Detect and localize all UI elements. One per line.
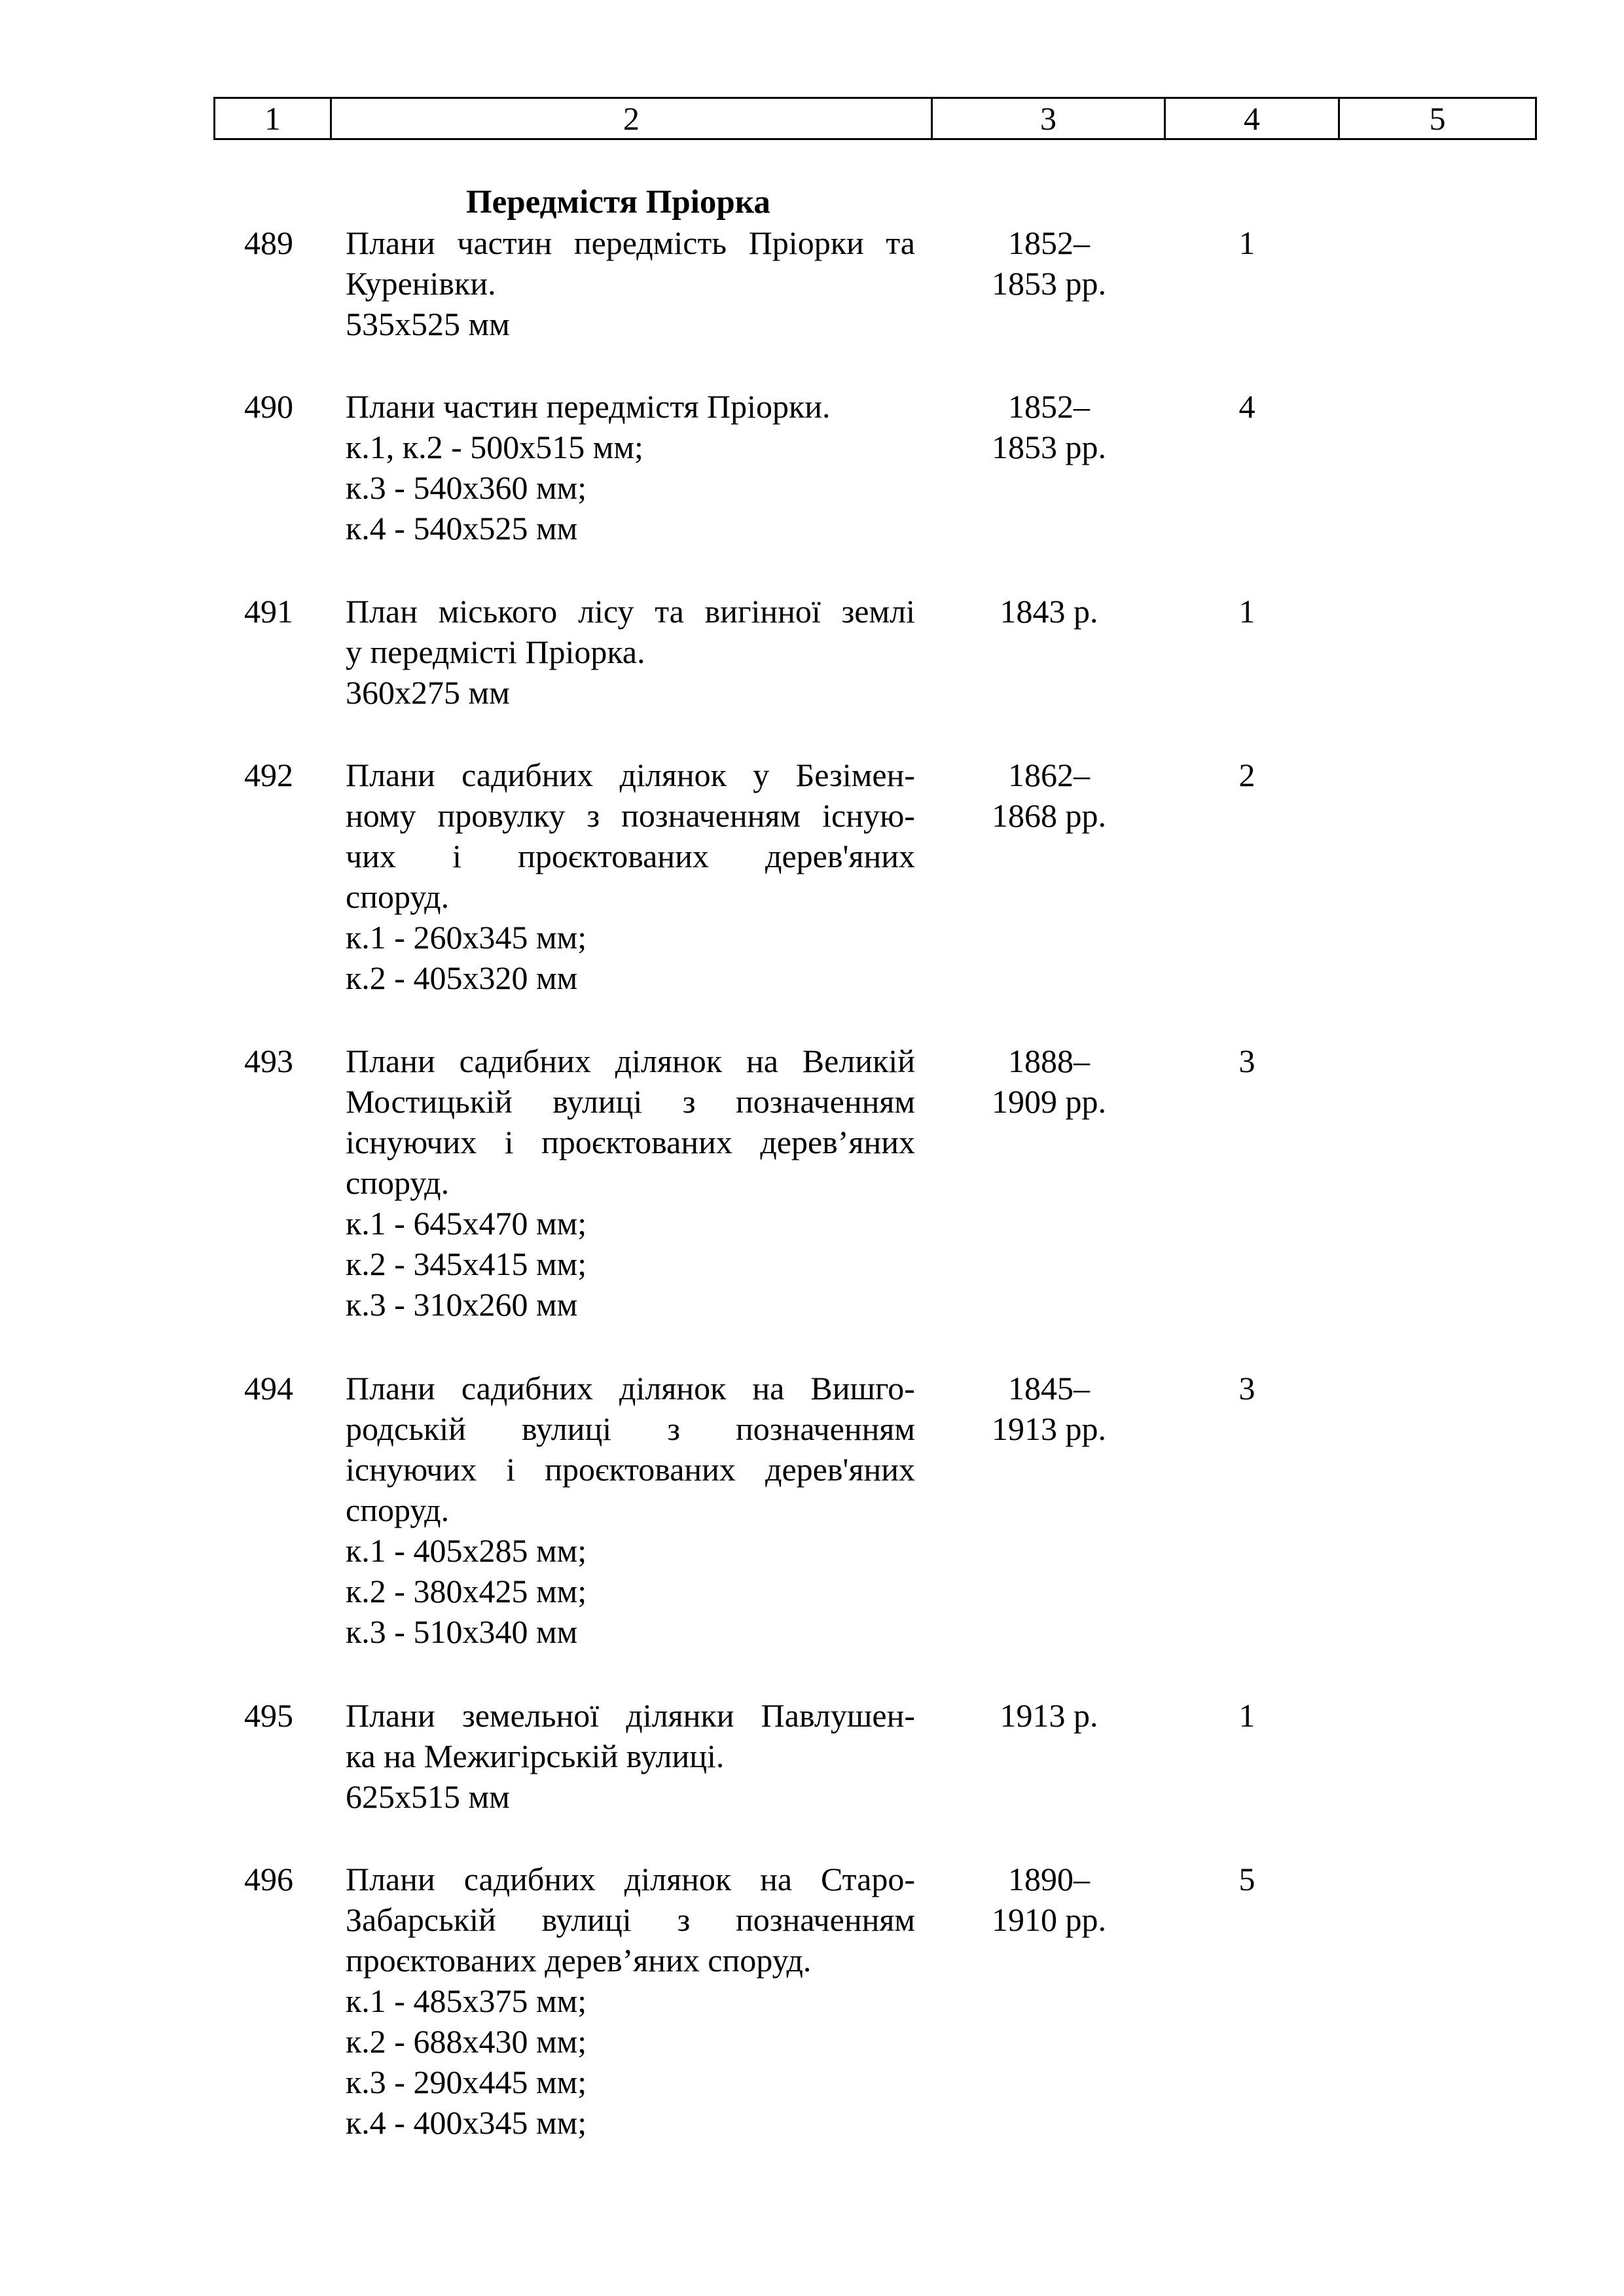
description-line: к.3 - 310х260 мм — [346, 1286, 578, 1323]
entry-description — [346, 223, 915, 344]
description-line: к.3 - 290х445 мм; — [346, 2064, 587, 2100]
column-header-1: 1 — [215, 99, 332, 138]
date-line: 1910 рр. — [992, 1901, 1106, 1938]
description-line: Плани земельної ділянки Павлушен- — [346, 1697, 915, 1734]
description-line: споруд. — [346, 1492, 450, 1528]
description-line: к.2 - 688х430 мм; — [346, 2023, 587, 2060]
date-line: 1913 рр. — [992, 1410, 1106, 1447]
column-header-row — [213, 97, 1537, 140]
date-line: 1890– — [1008, 1861, 1090, 1897]
description-line: Мостицькій вулиці з позначенням — [346, 1083, 915, 1120]
description-line: проєктованих дерев’яних споруд. — [346, 1942, 812, 1979]
date-line: 1888– — [1008, 1043, 1090, 1079]
date-line: 1862– — [1008, 757, 1090, 793]
entry-count: 2 — [1238, 757, 1255, 793]
description-line: Плани садибних ділянок на Старо- — [346, 1861, 915, 1897]
entry-description — [346, 1368, 915, 1652]
entry-number: 492 — [244, 757, 293, 793]
column-header-5: 5 — [1429, 100, 1446, 137]
entry-date — [929, 755, 1168, 836]
description-line: ному провулку з позначенням існую- — [346, 797, 915, 834]
description-line: споруд. — [346, 878, 450, 915]
entry-description — [346, 1041, 915, 1325]
description-line: к.4 - 540х525 мм — [346, 510, 578, 547]
description-line: 625х515 мм — [346, 1778, 510, 1815]
description-line: к.1, к.2 - 500х515 мм; — [346, 429, 643, 465]
date-line: 1913 р. — [1000, 1697, 1098, 1734]
date-line: 1843 р. — [1000, 593, 1098, 630]
description-line: к.1 - 645х470 мм; — [346, 1205, 587, 1242]
description-line: к.2 - 345х415 мм; — [346, 1246, 587, 1282]
description-line: ка на Межигірській вулиці. — [346, 1738, 725, 1774]
description-line: існуючих і проєктованих дерев'яних — [346, 1451, 915, 1488]
description-line: Плани садибних ділянок у Безімен- — [346, 757, 915, 793]
entry-date — [929, 1859, 1168, 1940]
entry-count: 3 — [1238, 1370, 1255, 1407]
entry-description — [346, 1859, 915, 2143]
description-line: План міського лісу та вигінної землі — [346, 593, 915, 630]
description-line: Плани садибних ділянок на Вишго- — [346, 1370, 915, 1407]
entry-count: 5 — [1238, 1861, 1255, 1897]
entry-number: 493 — [244, 1043, 293, 1079]
entry-number: 490 — [244, 388, 293, 425]
entry-number: 496 — [244, 1861, 293, 1897]
entry-date — [929, 386, 1168, 467]
entry-date — [929, 1695, 1168, 1736]
date-line: 1852– — [1008, 224, 1090, 261]
entry-description — [346, 386, 915, 548]
entry-count: 1 — [1238, 224, 1255, 261]
description-line: 360х275 мм — [346, 674, 510, 711]
entry-number: 491 — [244, 593, 293, 630]
description-line: к.1 - 485х375 мм; — [346, 1982, 587, 2019]
description-line: чих і проєктованих дерев'яних — [346, 838, 915, 874]
entry-count: 1 — [1238, 593, 1255, 630]
entry-date — [929, 1368, 1168, 1449]
entry-count: 4 — [1238, 388, 1255, 425]
date-line: 1853 рр. — [992, 429, 1106, 465]
entry-count: 1 — [1238, 1697, 1255, 1734]
entry-date — [929, 591, 1168, 632]
entry-count: 3 — [1238, 1043, 1255, 1079]
description-line: Забарській вулиці з позначенням — [346, 1901, 915, 1938]
entry-description — [346, 1695, 915, 1817]
description-line: Плани садибних ділянок на Великій — [346, 1043, 915, 1079]
description-line: Куренівки. — [346, 265, 496, 302]
description-line: існуючих і проєктованих дерев’яних — [346, 1124, 915, 1160]
description-line: у передмісті Пріорка. — [346, 634, 645, 670]
description-line: к.2 - 405х320 мм — [346, 960, 578, 996]
date-line: 1845– — [1008, 1370, 1090, 1407]
date-line: 1853 рр. — [992, 265, 1106, 302]
description-line: к.3 - 540х360 мм; — [346, 469, 587, 506]
description-line: к.2 - 380х425 мм; — [346, 1573, 587, 1609]
entry-description — [346, 755, 915, 998]
section-title: Передмістя Пріорка — [466, 184, 770, 221]
entry-description — [346, 591, 915, 713]
description-line: к.3 - 510х340 мм — [346, 1613, 578, 1650]
description-line: 535х525 мм — [346, 306, 510, 342]
entry-date — [929, 1041, 1168, 1122]
description-line: Плани частин передмістя Пріорки. — [346, 388, 831, 425]
entry-date — [929, 223, 1168, 304]
date-line: 1909 рр. — [992, 1083, 1106, 1120]
entry-number: 495 — [244, 1697, 293, 1734]
description-line: споруд. — [346, 1164, 450, 1201]
column-header-3: 3 — [933, 99, 1166, 138]
column-header-4: 4 — [1166, 99, 1340, 138]
description-line: родській вулиці з позначенням — [346, 1410, 915, 1447]
date-line: 1868 рр. — [992, 797, 1106, 834]
description-line: к.4 - 400х345 мм; — [346, 2104, 587, 2141]
description-line: к.1 - 405х285 мм; — [346, 1532, 587, 1569]
entry-number: 494 — [244, 1370, 293, 1407]
column-header-2: 2 — [332, 99, 933, 138]
description-line: к.1 - 260х345 мм; — [346, 919, 587, 956]
date-line: 1852– — [1008, 388, 1090, 425]
description-line: Плани частин передмість Пріорки та — [346, 224, 915, 261]
entry-number: 489 — [244, 224, 293, 261]
